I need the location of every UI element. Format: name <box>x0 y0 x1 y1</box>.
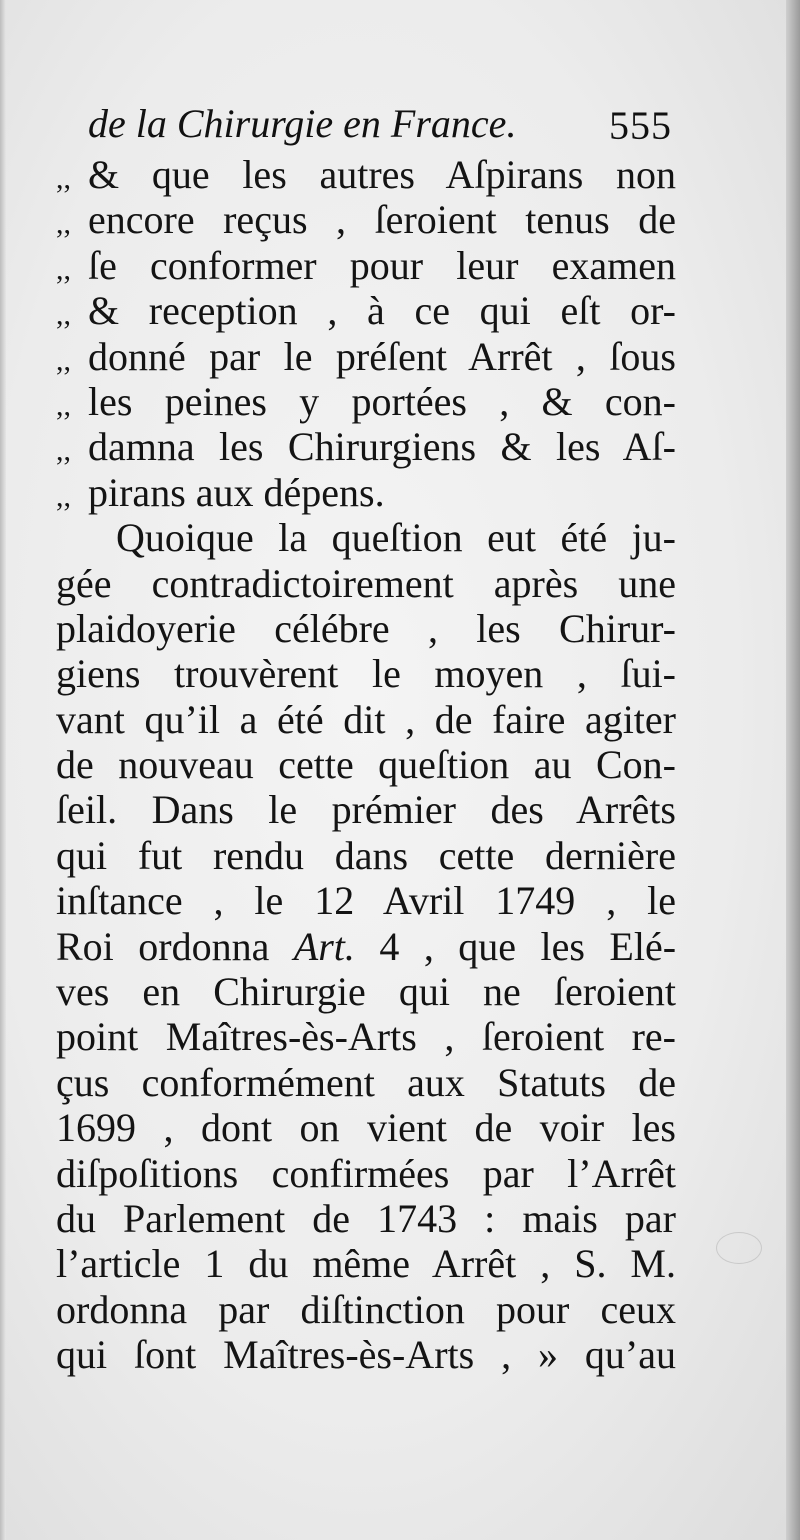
quote-mark: ,, <box>56 298 71 332</box>
quote-mark: ,, <box>56 207 71 241</box>
text-line: ves en Chirurgie qui ne ſeroient <box>56 969 676 1015</box>
quote-mark: ,, <box>56 388 71 422</box>
text-line: ,, & reception , à ce qui eſt or- <box>56 288 676 333</box>
text-line: du Parlement de 1743 : mais par <box>56 1195 676 1241</box>
text-line: point Maîtres-ès-Arts , ſeroient re- <box>56 1014 676 1060</box>
paper-blemish <box>716 1232 762 1264</box>
quote-mark: ,, <box>56 252 71 286</box>
text-line: Roi ordonna Art. 4 , que les Elé- <box>56 923 676 969</box>
text-line: qui ſont Maîtres-ès-Arts , » qu’au <box>56 1332 676 1378</box>
text-line: ,, les peines y portées , & con- <box>56 379 676 424</box>
quote-mark: ,, <box>56 343 71 377</box>
text-line: ,, damna les Chirurgiens & les Aſ- <box>56 424 676 469</box>
text-line: diſpoſitions confirmées par l’Arrêt <box>56 1150 676 1196</box>
text-line: vant qu’il a été dit , de faire agiter <box>56 696 676 742</box>
text-line: gée contradictoirement après une <box>56 560 676 606</box>
italic-article-abbrev: Art. <box>293 923 355 969</box>
page-gutter-shadow <box>0 0 6 1540</box>
text-line: plaidoyerie célébre , les Chirur- <box>56 605 676 651</box>
text-line: l’article 1 du même Arrêt , S. M. <box>56 1241 676 1287</box>
text-line: 1699 , dont on vient de voir les <box>56 1105 676 1151</box>
running-header <box>88 100 682 156</box>
text-line: ,, & que les autres Aſpirans non <box>56 152 676 197</box>
text-line: ,, encore reçus , ſeroient tenus de <box>56 197 676 242</box>
text-line: ſeil. Dans le prémier des Arrêts <box>56 787 676 833</box>
text-line: çus conformément aux Statuts de <box>56 1059 676 1105</box>
page-number: 555 <box>609 103 672 148</box>
paragraph-start-line: Quoique la queſtion eut été ju- <box>116 515 676 561</box>
running-title: de la Chirurgie en France. <box>88 101 517 146</box>
text-line: inſtance , le 12 Avril 1749 , le <box>56 878 676 924</box>
text-line: qui fut rendu dans cette dernière <box>56 832 676 878</box>
text-line: ,, pirans aux dépens. <box>56 470 676 515</box>
text-line: ,, ſe conformer pour leur examen <box>56 243 676 288</box>
quote-mark: ,, <box>56 162 71 195</box>
quote-mark: ,, <box>56 479 71 513</box>
body-text <box>56 152 676 1378</box>
page-edge-shadow <box>786 0 800 1540</box>
quote-mark: ,, <box>56 434 71 468</box>
text-line: ,, donné par le préſent Arrêt , ſous <box>56 334 676 379</box>
text-line: ordonna par diſtinction pour ceux <box>56 1286 676 1332</box>
text-line: de nouveau cette queſtion au Con- <box>56 742 676 788</box>
text-line: giens trouvèrent le moyen , ſui- <box>56 651 676 697</box>
